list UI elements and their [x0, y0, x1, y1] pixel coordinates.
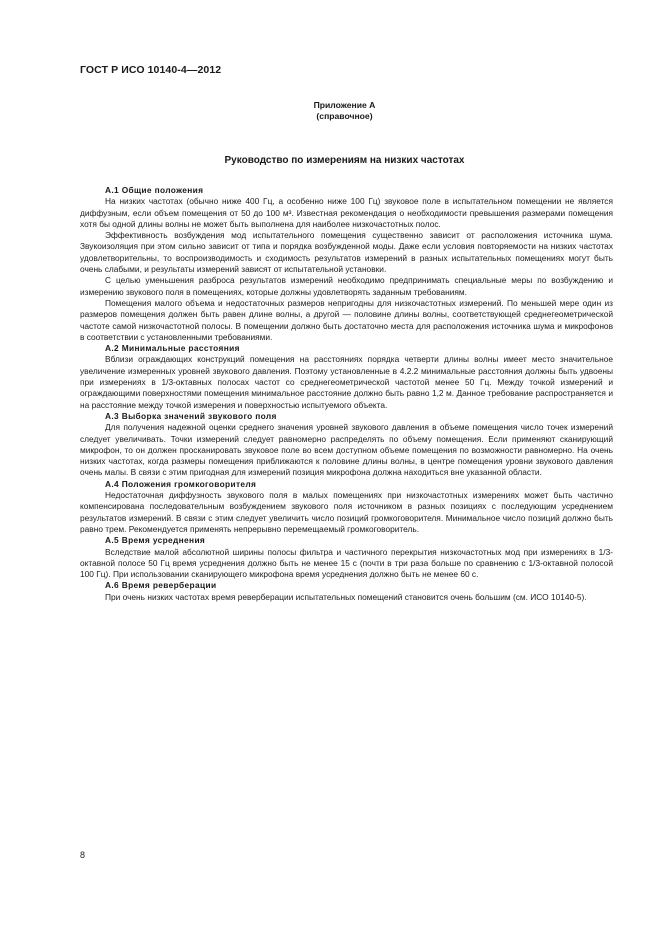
paragraph: С целью уменьшения разброса результатов измерений необходимо предпринимать специальные меры по возбуждению и измерению звукового поля в помещениях, которые должны удовлетворять заданным требованиям. — [80, 275, 613, 297]
section-a6 — [80, 580, 613, 603]
paragraph: Недостаточная диффузность звукового поля в малых помещениях при низкочастотных измерениях может быть частично компенсирована последовательным возбуждением звукового поля источником в разных позициях с последующим усреднением результатов измерений. В связи с этим следует увеличить число позиций громкоговорителя. Минимальное число позиций должно быть равно трем. Рекомендуется применять непрерывно перемещаемый громкоговоритель. — [80, 490, 613, 534]
section-a5 — [80, 535, 613, 580]
section-heading: А.3 Выборка значений звукового поля — [105, 410, 277, 421]
annex-status: (справочное) — [316, 110, 373, 121]
page-number: 8 — [80, 850, 86, 860]
paragraph: Эффективность возбуждения мод испытательного помещения существенно зависит от расположения источника шума. Звукоизоляция при этом сильно зависит от типа и порядка возбужденной моды. Даже если условия повторяемости на низких частотах удовлетворительны, то воспроизводимость и сходимость результатов измерений в разных испытательных помещениях могут быть очень слабыми, и результаты измерений зависят от испытательной установки. — [80, 230, 613, 275]
section-heading: А.4 Положения громкоговорителя — [105, 478, 257, 489]
paragraph: Помещения малого объема и недостаточных размеров непригодны для низкочастотных измерений. По меньшей мере один из размеров помещения должен быть равен длине волны, а другой — половине длины волны, соответствующей среднегеометрической частоте самой низкочастотной полосы. В помещении должно быть достаточно места для расположения источника шума и микрофонов в соответствии с установленными требованиями. — [80, 297, 613, 342]
annex-title: Приложение А — [313, 100, 376, 110]
section-a2 — [80, 343, 613, 411]
paragraph: При очень низких частотах время реверберации испытательных помещений становится очень большим (см. ИСО 10140-5). — [105, 591, 587, 602]
section-a3 — [80, 411, 613, 479]
section-heading: А.2 Минимальные расстояния — [105, 343, 240, 354]
standard-code: ГОСТ Р ИСО 10140-4—2012 — [80, 64, 222, 76]
section-heading: А.5 Время усреднения — [105, 535, 206, 546]
paragraph: На низких частотах (обычно ниже 400 Гц, а особенно ниже 100 Гц) звуковое поле в испытательном помещении не является диффузным, если объем помещения от 50 до 100 м³. Известная рекомендация о необходимости превышения размерами помещения хотя бы одной длины волны не может быть выполнена для наиболее низкочастотных полос. — [80, 196, 613, 229]
document-body — [80, 185, 613, 603]
document-title: Руководство по измерениям на низких частотах — [224, 155, 465, 166]
section-a4 — [80, 479, 613, 535]
section-heading: А.1 Общие положения — [105, 185, 204, 195]
section-a1 — [80, 185, 613, 343]
section-heading: А.6 Время реверберации — [105, 580, 217, 591]
paragraph: Вследствие малой абсолютной ширины полосы фильтра и частичного перекрытия низкочастотных мод при измерениях в 1/3-октавной полосе 50 Гц время усреднения должно быть не менее 15 с (почти в три раза больше по сравнению с 1/3-октавной полосой 100 Гц). При использовании сканирующего микрофона время усреднения должно быть не менее 60 с. — [80, 546, 613, 580]
annex-block — [0, 100, 661, 121]
paragraph: Для получения надежной оценки среднего значения уровней звукового давления в объеме помещения число точек измерений следует увеличивать. Точки измерений следует равномерно распределять по объему помещения. Если применяют сканирующий микрофон, то он должен просканировать звуковое поле во всем доступном объеме помещения по возможности равномерно. На очень низких частотах, когда размеры помещения приближаются к половине длины волны, в центре помещения уровни звукового давления очень малы. В связи с этим пригодная для измерений позиция микрофона должна находиться вне указанной области. — [80, 422, 613, 478]
paragraph: Вблизи ограждающих конструкций помещения на расстояниях порядка четверти длины волны имеет место значительное увеличение измеренных уровней звукового давления. Поэтому установленные в 4.2.2 минимальные расстояния должны быть удвоены при измерениях в 1/3-октавных полосах частот со среднегеометрической частотой менее 50 Гц. Между точкой измерений и ограждающими поверхностями помещения минимальное расстояние должно быть равно 1,2 м. Данное требование распространяется и на расстояние между точкой измерения и поверхностью испытуемого объекта. — [80, 354, 613, 410]
